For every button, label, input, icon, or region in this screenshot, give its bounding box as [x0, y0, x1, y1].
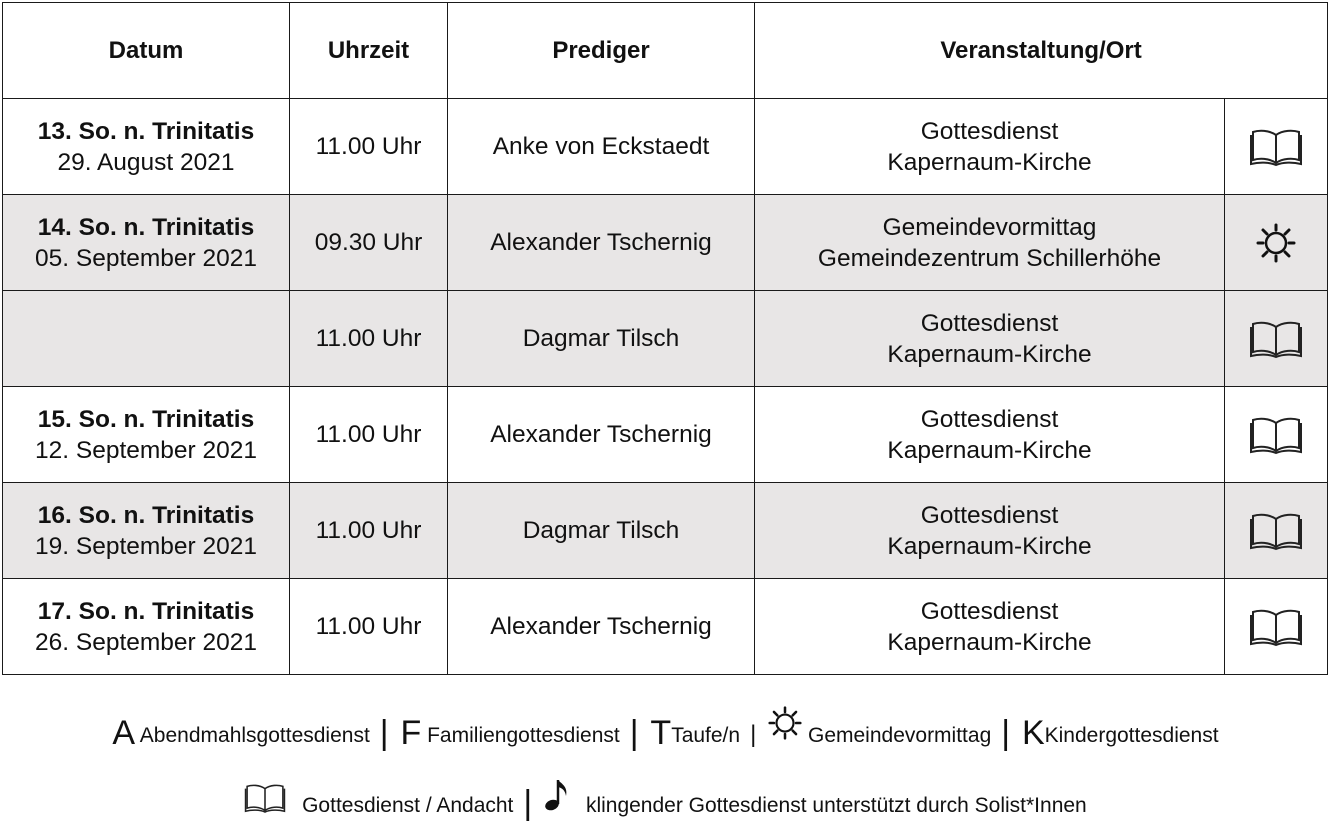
- icon-cell: [1225, 195, 1328, 291]
- icon-cell: [1225, 579, 1328, 675]
- header-uhrzeit: Uhrzeit: [290, 3, 448, 99]
- time-cell: 11.00 Uhr: [290, 579, 448, 675]
- preacher-cell: Dagmar Tilsch: [448, 291, 755, 387]
- event: Gottesdienst: [920, 309, 1059, 337]
- location: Kapernaum-Kirche: [887, 628, 1092, 656]
- header-veranstaltung: Veranstaltung/Ort: [755, 3, 1328, 99]
- date-cell: [3, 195, 290, 291]
- legend-t-label: Taufe/n: [671, 724, 741, 747]
- schedule-table: [2, 2, 1328, 675]
- legend-separator: |: [1001, 714, 1011, 752]
- legend-separator: |: [629, 714, 639, 752]
- icon-cell: [1225, 99, 1328, 195]
- occasion: 15. So. n. Trinitatis: [37, 405, 255, 433]
- event: Gottesdienst: [920, 501, 1059, 529]
- table-row: [3, 291, 1328, 387]
- legend-note-label: klingender Gottesdienst unterstützt durch Solist*Innen: [585, 794, 1087, 817]
- icon-cell: [1225, 291, 1328, 387]
- header-datum: Datum: [3, 3, 290, 99]
- legend-separator: |: [379, 714, 389, 752]
- date: 12. September 2021: [34, 436, 258, 464]
- event-cell: [755, 387, 1225, 483]
- date-cell: [3, 579, 290, 675]
- sun-icon: [768, 706, 802, 740]
- date: 05. September 2021: [34, 244, 258, 272]
- header-row: [3, 3, 1328, 99]
- preacher-cell: Alexander Tschernig: [448, 387, 755, 483]
- event-cell: [755, 99, 1225, 195]
- book-icon: [1249, 511, 1303, 551]
- occasion: 16. So. n. Trinitatis: [37, 501, 255, 529]
- legend-sun-label: Gemeindevormittag: [808, 724, 992, 747]
- occasion: 13. So. n. Trinitatis: [37, 117, 255, 145]
- location: Kapernaum-Kirche: [887, 340, 1092, 368]
- date-cell: [3, 99, 290, 195]
- sun-icon: [1256, 223, 1296, 263]
- location: Kapernaum-Kirche: [887, 148, 1092, 176]
- music-note-icon: [544, 778, 570, 812]
- location: Gemeindezentrum Schillerhöhe: [817, 244, 1162, 272]
- table-row: [3, 483, 1328, 579]
- event-cell: [755, 195, 1225, 291]
- legend-f-label: Familiengottesdienst: [427, 724, 620, 747]
- time-cell: 09.30 Uhr: [290, 195, 448, 291]
- book-icon: [244, 782, 286, 814]
- table-row: [3, 579, 1328, 675]
- event-cell: [755, 579, 1225, 675]
- date: 29. August 2021: [57, 148, 235, 176]
- preacher-cell: Anke von Eckstaedt: [448, 99, 755, 195]
- date-cell: [3, 387, 290, 483]
- event: Gottesdienst: [920, 597, 1059, 625]
- time-cell: 11.00 Uhr: [290, 483, 448, 579]
- legend-k-letter: K: [1021, 714, 1045, 752]
- legend-separator: |: [750, 721, 757, 748]
- occasion: 17. So. n. Trinitatis: [37, 597, 255, 625]
- location: Kapernaum-Kirche: [887, 436, 1092, 464]
- legend-a-label: Abendmahlsgottesdienst: [139, 724, 370, 747]
- date: 26. September 2021: [34, 628, 258, 656]
- preacher-cell: Alexander Tschernig: [448, 579, 755, 675]
- time-cell: 11.00 Uhr: [290, 291, 448, 387]
- legend-t-letter: T: [650, 714, 672, 752]
- event-cell: [755, 291, 1225, 387]
- legend-line-2: [0, 778, 1331, 823]
- table-row: [3, 387, 1328, 483]
- date-cell: [3, 291, 290, 387]
- table-row: [3, 195, 1328, 291]
- icon-cell: [1225, 387, 1328, 483]
- time-cell: 11.00 Uhr: [290, 99, 448, 195]
- legend-a-letter: A: [112, 714, 136, 752]
- book-icon: [1249, 415, 1303, 455]
- preacher-cell: Alexander Tschernig: [448, 195, 755, 291]
- location: Kapernaum-Kirche: [887, 532, 1092, 560]
- time-cell: 11.00 Uhr: [290, 387, 448, 483]
- book-icon: [1249, 127, 1303, 167]
- date-cell: [3, 483, 290, 579]
- legend-f-letter: F: [400, 714, 422, 752]
- book-icon: [1249, 319, 1303, 359]
- legend-line-1: [0, 706, 1331, 753]
- legend-k-label: Kindergottesdienst: [1044, 724, 1219, 747]
- table-row: [3, 99, 1328, 195]
- date: 19. September 2021: [34, 532, 258, 560]
- event: Gemeindevormittag: [882, 213, 1097, 241]
- event: Gottesdienst: [920, 405, 1059, 433]
- event-cell: [755, 483, 1225, 579]
- occasion: 14. So. n. Trinitatis: [37, 213, 255, 241]
- legend-book-label: Gottesdienst / Andacht: [302, 794, 514, 817]
- book-icon: [1249, 607, 1303, 647]
- event: Gottesdienst: [920, 117, 1059, 145]
- preacher-cell: Dagmar Tilsch: [448, 483, 755, 579]
- legend-separator: |: [523, 784, 533, 822]
- header-prediger: Prediger: [448, 3, 755, 99]
- icon-cell: [1225, 483, 1328, 579]
